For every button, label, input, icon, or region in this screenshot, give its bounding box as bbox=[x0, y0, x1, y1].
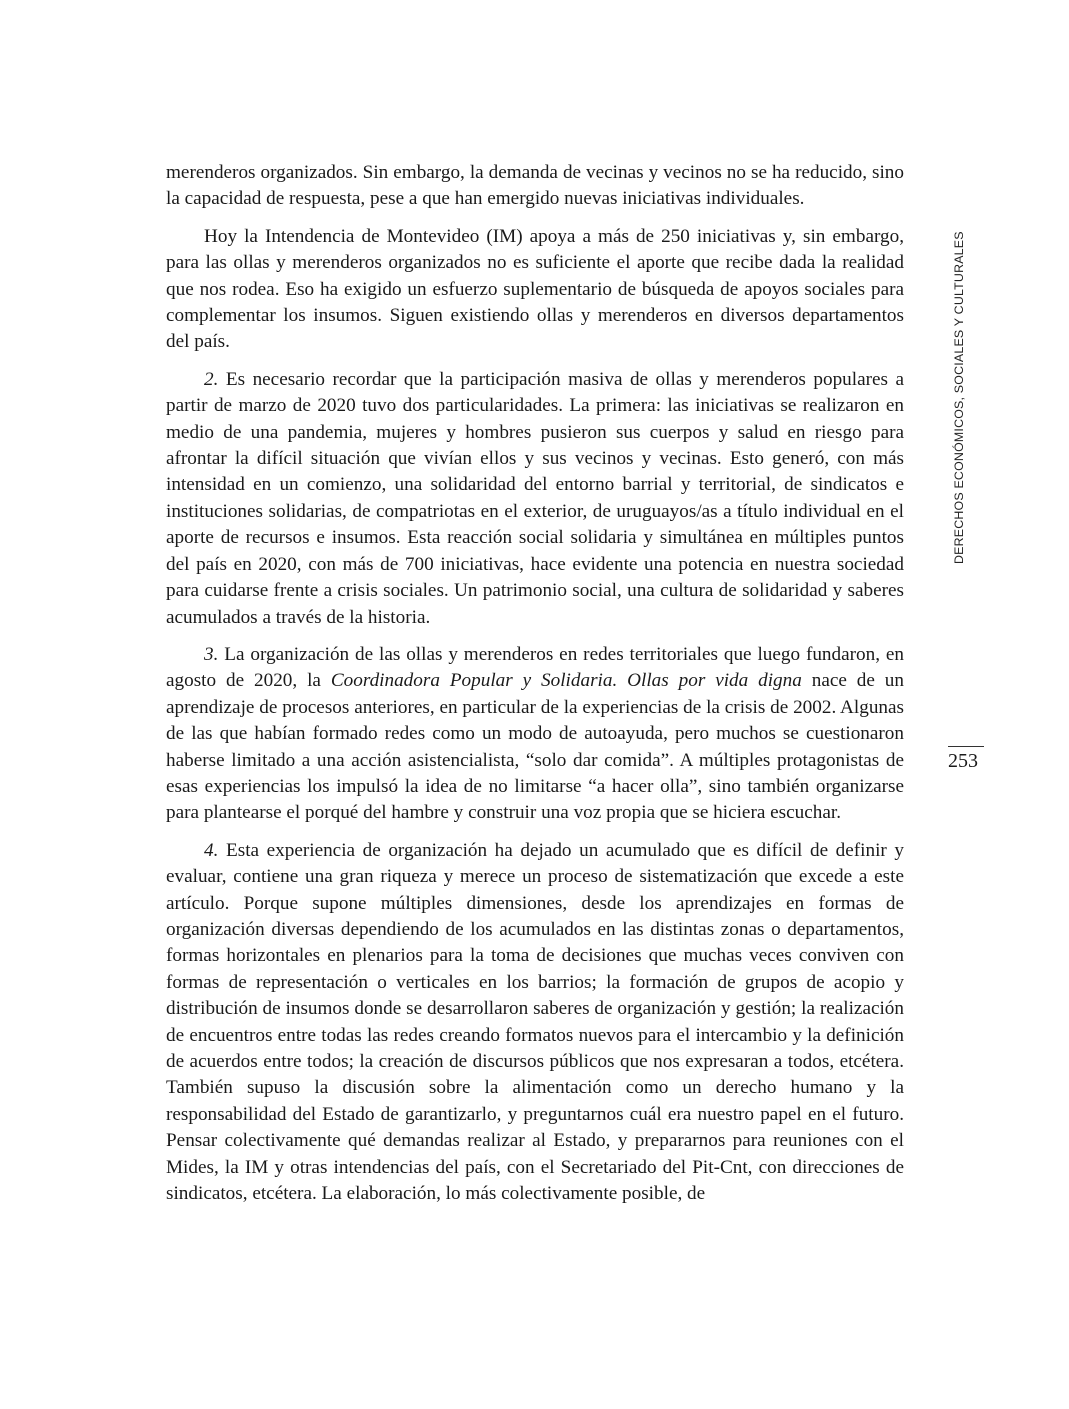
paragraph-text: La organización de las ollas y merenderos en redes territoriales que luego fundaron, en agosto de 2020, la bbox=[166, 643, 905, 692]
running-header: DERECHOS ECONÓMICOS, SOCIALES Y CULTURALES bbox=[952, 231, 966, 564]
paragraph-number: 3. bbox=[204, 643, 219, 665]
page-number-rule bbox=[948, 746, 984, 747]
paragraph-intendencia bbox=[166, 224, 904, 356]
paragraph-text-continued: nace de un aprendizaje de procesos anteriores, en particular de la experiencias de la crisis de 2002. Algunas de las que habían formado redes como un modo de autoayuda, pero muchos se cuestionaron haberse limitado a una acción asistencialista, “solo dar comida”. A múltiples protagonistas de esas experiencias los impulsó la idea de no limitarse “a hacer olla”, sino también organizarse para plantearse el porqué del hambre y construir una voz propia que se hiciera escuchar. bbox=[166, 670, 904, 824]
paragraph-italic-title: Coordinadora Popular y Solidaria. Ollas por vida digna bbox=[330, 670, 802, 692]
paragraph-2 bbox=[166, 367, 904, 631]
paragraph-text: Esta experiencia de organización ha dejado un acumulado que es difícil de definir y evaluar, contiene una gran riqueza y merece un proceso de sistematización que excede a este artículo. Porque supone múltiples dimensiones, desde los aprendizajes en formas de organización diversas dependiendo de los acumulados en las distintas zonas o departamentos, formas horizontales en plenarios para la toma de decisiones que muchas veces conviven con formas de representación o verticales en los barrios; la formación de grupos de acopio y distribución de insumos donde se desarrollaron saberes de organización y gestión; la realización de encuentros entre todas las redes creando formatos nuevos para el intercambio y la definición de acuerdos entre todos; la creación de discursos públicos que nos expresaran a todos, etcétera. También supuso la discusión sobre la alimentación como un derecho humano y la responsabilidad del Estado de garantizarlo, y preguntarnos cuál era nuestro papel en el futuro. Pensar colectivamente qué demandas realizar al Estado, y prepararnos para reuniones con el Mides, la IM y otras intendencias del país, con el Secretariado del Pit-Cnt, con direcciones de sindicatos, etcétera. La elaboración, lo más colectivamente posible, de bbox=[166, 839, 905, 1205]
paragraph-text: Es necesario recordar que la participación masiva de ollas y merenderos populares a partir de marzo de 2020 tuvo dos particularidades. La primera: las iniciativas se realizaron en medio de una pandemia, mujeres y hombres pusieron sus cuerpos y salud en riesgo para afrontar la difícil situación que vivían ellos y sus vecinos y vecinas. Esto generó, con más intensidad en un comienzo, una solidaridad del entorno barrial y territorial, de sindicatos e instituciones solidarias, de compatriotas en el exterior, de uruguayos/as a título individual en el aporte de recursos e insumos. Esta reacción social solidaria y simultánea en múltiples puntos del país en 2020, con más de 700 iniciativas, hace evidente una potencia en nuestra sociedad para cuidarse frente a crisis sociales. Un patrimonio social, una cultura de solidaridad y saberes acumulados a través de la historia. bbox=[166, 368, 904, 628]
paragraph-4 bbox=[166, 838, 904, 1208]
page-number: 253 bbox=[948, 750, 978, 772]
paragraph-text: Hoy la Intendencia de Montevideo (IM) apoya a más de 250 iniciativas y, sin embargo, para las ollas y merenderos organizados no es suficiente el aporte que recibe dada la realidad que nos rodea. Eso ha exigido un esfuerzo suplementario de búsqueda de apoyos sociales para complementar los insumos. Siguen existiendo ollas y merenderos en diversos departamentos del país. bbox=[166, 225, 904, 353]
paragraph-3 bbox=[166, 642, 904, 827]
paragraph-number: 2. bbox=[204, 368, 219, 390]
paragraph-continuation bbox=[166, 160, 904, 213]
paragraph-text: merenderos organizados. Sin embargo, la demanda de vecinas y vecinos no se ha reducido, sino la capacidad de respuesta, pese a que han emergido nuevas iniciativas individuales. bbox=[166, 162, 904, 210]
paragraph-number: 4. bbox=[204, 839, 219, 861]
body-text bbox=[166, 160, 904, 1218]
